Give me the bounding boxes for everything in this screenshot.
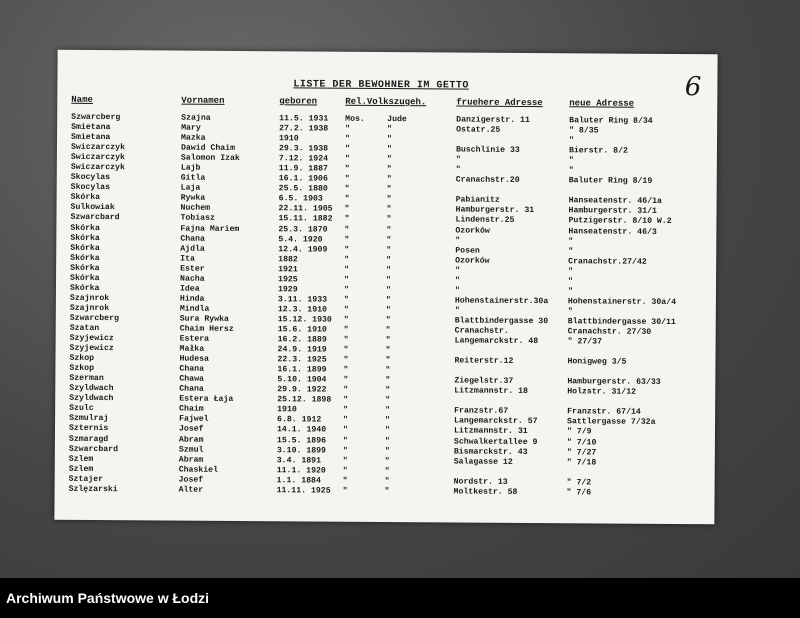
cell-geboren: 16.2. 1889 [277, 335, 327, 345]
cell-name: Smietana [71, 132, 111, 143]
cell-geboren: 11.9. 1887 [278, 164, 328, 174]
cell-geboren: 14.1. 1940 [276, 425, 327, 436]
cell-frueher: Bismarckstr. 43 [453, 447, 528, 457]
cell-rel: " [343, 315, 349, 325]
cell-frueher: Nordstr. 13 [453, 477, 508, 487]
cell-frueher: " [454, 286, 460, 296]
cell-neu: " [568, 136, 574, 146]
header-geboren: geboren [279, 96, 318, 107]
cell-rel: " [343, 295, 349, 305]
cell-rel: " [343, 416, 349, 426]
cell-folk: " [384, 436, 390, 446]
cell-rel: " [342, 476, 348, 486]
cell-folk: " [384, 456, 390, 466]
cell-name: Szkop [69, 353, 95, 364]
cell-rel: " [344, 144, 350, 154]
cell-vorname: Chawa [179, 374, 204, 384]
cell-geboren: 3.10. 1899 [276, 445, 327, 456]
cell-geboren: 11.1. 1920 [276, 465, 326, 476]
cell-neu: " [567, 287, 573, 297]
cell-rel: " [343, 355, 349, 365]
cell-rel: " [342, 456, 348, 466]
cell-frueher: Moltkestr. 58 [453, 487, 518, 497]
cell-folk: " [385, 366, 391, 376]
cell-folk: " [384, 486, 390, 496]
cell-rel: " [344, 245, 350, 255]
cell-frueher: Cranachstr. [454, 326, 509, 336]
cell-frueher: Hamburgerstr. 31 [455, 205, 535, 216]
header-name: Name [71, 94, 93, 105]
cell-rel: " [345, 124, 351, 134]
cell-folk: " [386, 275, 392, 285]
cell-neu: " [568, 266, 574, 277]
cell-name: Skórka [70, 273, 100, 283]
document-page [54, 50, 717, 525]
cell-neu: Cranachstr.27/42 [568, 256, 647, 267]
cell-frueher: Ostatr.25 [456, 125, 501, 135]
cell-folk: " [385, 396, 391, 406]
cell-vorname: Nacha [180, 274, 205, 284]
page-number: 6 [684, 72, 702, 103]
cell-rel: " [344, 164, 350, 174]
cell-geboren: 11.5. 1931 [279, 114, 329, 124]
cell-rel: " [342, 486, 348, 496]
cell-frueher: Litzmannstr. 31 [453, 426, 528, 437]
cell-neu: Blattbindergasse 30/11 [567, 317, 676, 327]
cell-geboren: 15.6. 1910 [277, 325, 327, 335]
cell-name: Skocylas [70, 173, 111, 183]
cell-frueher: Ziegelstr.37 [454, 376, 514, 387]
cell-neu: " [568, 246, 574, 256]
cell-frueher: " [454, 306, 460, 316]
cell-geboren: 5.10. 1904 [277, 375, 327, 385]
cell-name: Swiczarczyk [70, 152, 125, 163]
cell-name: Szulc [69, 404, 94, 414]
cell-neu: Honigweg 3/5 [567, 357, 627, 367]
header-rel: Rel.Volkszugeh. [345, 96, 427, 108]
cell-name: Swiczarczyk [70, 142, 126, 153]
cell-frueher: " [455, 266, 461, 276]
cell-name: Smietana [71, 122, 111, 133]
cell-frueher: Franzstr.67 [454, 406, 509, 417]
cell-geboren: 24.9. 1919 [277, 345, 327, 355]
cell-neu: Hanseatenstr. 46/3 [568, 226, 657, 237]
cell-geboren: 25.3. 1870 [278, 224, 328, 235]
cell-rel: " [344, 174, 350, 185]
cell-folk: " [386, 245, 392, 255]
cell-geboren: 1929 [277, 285, 298, 295]
cell-frueher: " [455, 236, 461, 246]
cell-vorname: Nuchem [180, 203, 211, 214]
cell-folk: " [385, 336, 391, 346]
cell-folk: " [386, 255, 392, 265]
cell-neu: " 7/6 [566, 488, 592, 498]
cell-vorname: Mary [181, 123, 201, 133]
cell-name: Skórka [70, 243, 100, 253]
cell-neu: " [568, 277, 573, 287]
cell-name: Szyjewicz [69, 343, 114, 354]
cell-vorname: Fajna Mariem [180, 224, 240, 234]
cell-frueher: Lindenstr.25 [455, 215, 515, 226]
cell-name: Szyjewicz [69, 333, 114, 344]
cell-vorname: Mindla [179, 304, 210, 314]
cell-name: Swiczarczyk [70, 163, 125, 173]
cell-neu: " [568, 236, 574, 246]
cell-rel: " [342, 466, 348, 476]
cell-geboren: 22.3. 1925 [277, 355, 327, 365]
cell-neu: " 7/2 [566, 477, 592, 488]
cell-vorname: Josef [178, 425, 204, 435]
cell-folk: " [386, 265, 392, 275]
cell-folk: " [387, 125, 393, 135]
cell-frueher: Buschlinie 33 [455, 145, 520, 156]
cell-folk: " [386, 165, 392, 175]
cell-frueher: Langemarckstr. 57 [454, 416, 538, 427]
cell-geboren: 29.9. 1922 [277, 385, 327, 395]
cell-folk: " [385, 356, 391, 366]
cell-name: Sulkowiak [70, 203, 115, 213]
cell-vorname: Mazka [181, 133, 206, 143]
cell-name: Skórka [70, 223, 100, 233]
cell-folk: " [386, 215, 392, 225]
cell-name: Szlęzarski [68, 484, 118, 494]
header-frueher: fruehere Adresse [456, 97, 543, 109]
cell-vorname: Tobiasz [180, 214, 215, 224]
cell-geboren: 15.12. 1930 [277, 315, 332, 325]
cell-vorname: Fajwel [179, 414, 209, 425]
cell-frueher: " [455, 276, 460, 286]
cell-frueher: Litzmannstr. 18 [454, 386, 529, 397]
cell-name: Szlem [68, 454, 94, 464]
cell-vorname: Salomon Izak [180, 153, 240, 164]
archive-label: Archiwum Państwowe w Łodzi [6, 590, 210, 606]
cell-vorname: Rywka [180, 193, 206, 204]
cell-neu: " [568, 166, 574, 176]
cell-frueher: Reiterstr.12 [454, 356, 514, 367]
cell-vorname: Ita [180, 254, 195, 264]
cell-geboren: 7.12. 1924 [278, 154, 329, 164]
cell-folk: " [386, 195, 392, 205]
footer-bar [0, 578, 800, 618]
cell-neu: Sattlergasse 7/32a [567, 417, 656, 428]
cell-vorname: Dawid Chaim [180, 143, 236, 154]
cell-rel: " [343, 285, 349, 295]
cell-neu: " [568, 156, 574, 166]
cell-folk: " [385, 285, 391, 295]
cell-geboren: 1921 [278, 264, 298, 275]
cell-geboren: 6.8. 1912 [277, 415, 322, 425]
cell-rel: " [343, 396, 349, 406]
cell-vorname: Abram [178, 455, 204, 465]
cell-frueher: Salagasse 12 [453, 457, 513, 467]
cell-folk: " [386, 145, 392, 155]
cell-vorname: Chana [180, 234, 205, 244]
cell-geboren: 6.5. 1903 [278, 194, 323, 204]
cell-frueher: Hohenstainerstr.30a [454, 296, 549, 306]
cell-neu: Bierstr. 8/2 [568, 146, 628, 156]
cell-geboren: 15.5. 1896 [276, 435, 327, 446]
cell-geboren: 1.1. 1884 [276, 475, 321, 486]
cell-rel: " [344, 265, 350, 275]
cell-rel: " [344, 255, 350, 265]
cell-geboren: 12.4. 1909 [278, 244, 328, 255]
cell-frueher: " [455, 165, 461, 175]
cell-geboren: 1910 [277, 405, 297, 415]
cell-folk: " [385, 416, 391, 426]
table-body [69, 113, 702, 499]
cell-vorname: Estera [179, 334, 210, 344]
cell-geboren: 1910 [279, 134, 299, 144]
cell-name: Skórka [70, 253, 100, 263]
cell-rel: " [344, 215, 350, 225]
cell-rel: " [344, 205, 350, 215]
cell-neu: " 7/27 [566, 447, 597, 458]
cell-name: Szwarcbard [68, 444, 119, 454]
cell-folk: " [386, 155, 392, 165]
cell-vorname: Chana [179, 384, 204, 394]
cell-folk: " [385, 406, 391, 416]
cell-folk: " [385, 305, 391, 315]
cell-neu: " [567, 307, 573, 317]
cell-rel: " [342, 436, 348, 446]
cell-folk: " [384, 476, 390, 486]
cell-vorname: Lajb [180, 163, 201, 173]
header-neu: neue Adresse [569, 98, 635, 109]
cell-name: Szlem [68, 464, 94, 474]
document-title: LISTE DER BEWOHNER IM GETTO [293, 79, 469, 92]
cell-folk: " [385, 386, 391, 396]
cell-name: Skórka [70, 193, 101, 203]
cell-name: Skórka [70, 233, 100, 243]
cell-frueher: Cranachstr.20 [455, 175, 520, 186]
cell-folk: " [384, 426, 390, 436]
cell-rel: " [343, 375, 349, 385]
cell-geboren: 15.11. 1882 [278, 214, 333, 225]
cell-vorname: Gitla [180, 173, 206, 184]
cell-frueher: Schwalkertallee 9 [453, 436, 538, 447]
cell-name: Skórka [70, 263, 100, 273]
cell-name: Szyldwach [69, 384, 114, 394]
cell-folk: " [385, 376, 391, 386]
cell-rel: " [344, 185, 350, 195]
cell-name: Szkop [69, 363, 95, 374]
cell-folk: " [386, 205, 392, 215]
cell-geboren: 22.11. 1905 [278, 204, 333, 215]
cell-name: Szwarcbard [70, 213, 120, 223]
cell-rel: " [343, 345, 349, 355]
cell-frueher: Ozorków [455, 256, 490, 266]
cell-geboren: 25.12. 1898 [277, 395, 332, 405]
cell-name: Szerman [69, 374, 104, 384]
cell-name: Szmulraj [69, 414, 109, 424]
cell-folk: " [386, 235, 392, 245]
cell-frueher: Posen [455, 246, 480, 256]
cell-frueher: Blattbindergasse 30 [454, 316, 549, 327]
cell-rel: Mos. [345, 114, 365, 124]
cell-neu: " 7/18 [566, 457, 597, 468]
cell-folk: " [386, 185, 392, 195]
cell-vorname: Hinda [179, 294, 205, 304]
cell-rel: " [344, 235, 350, 245]
cell-rel: " [342, 426, 348, 436]
cell-rel: " [344, 225, 350, 235]
cell-rel: " [343, 335, 349, 345]
table-header [71, 95, 701, 111]
cell-folk: Jude [387, 115, 407, 125]
cell-folk: " [386, 135, 392, 145]
cell-neu: Hamburgerstr. 63/33 [567, 377, 661, 388]
cell-neu: Baluter Ring 8/34 [569, 116, 653, 126]
cell-name: Szwarcberg [69, 313, 119, 324]
cell-vorname: Chaim Hersz [179, 324, 234, 334]
cell-rel: " [343, 365, 349, 375]
cell-folk: " [384, 446, 390, 456]
cell-vorname: Estera Łaja [179, 394, 234, 405]
cell-folk: " [386, 175, 392, 185]
cell-neu: Cranachstr. 27/30 [567, 327, 652, 337]
cell-folk: " [385, 295, 391, 305]
cell-vorname: Szajna [181, 113, 211, 123]
cell-neu: Hamburgerstr. 31/1 [568, 206, 658, 217]
cell-frueher: Ozorków [455, 225, 490, 236]
cell-neu: Putzigerstr. 8/10 W.2 [568, 216, 672, 227]
cell-geboren: 11.11. 1925 [276, 485, 331, 496]
cell-neu: Holzstr. 31/12 [567, 387, 637, 398]
header-vorname: Vornamen [181, 95, 225, 106]
cell-vorname: Idea [179, 284, 200, 294]
cell-frueher: " [455, 155, 461, 165]
cell-vorname: Szmul [178, 445, 204, 455]
cell-vorname: Abram [178, 435, 204, 445]
cell-rel: " [343, 385, 349, 396]
cell-neu: " 7/9 [566, 427, 592, 437]
cell-geboren: 25.5. 1880 [278, 184, 328, 194]
cell-name: Skocylas [70, 183, 111, 193]
cell-neu: Hanseatenstr. 46/1a [568, 196, 662, 207]
cell-neu: Hohenstainerstr. 30a/4 [567, 297, 677, 307]
cell-name: Szwarcberg [71, 112, 121, 123]
cell-vorname: Chaskiel [178, 465, 219, 475]
cell-vorname: Chaim [179, 404, 204, 415]
cell-folk: " [384, 466, 390, 476]
cell-geboren: 29.3. 1938 [278, 144, 329, 154]
cell-rel: " [343, 406, 349, 416]
cell-name: Szyldwach [69, 394, 114, 404]
cell-geboren: 12.3. 1910 [277, 305, 328, 315]
cell-vorname: Chana [179, 364, 205, 374]
cell-geboren: 16.1. 1906 [278, 174, 328, 184]
cell-neu: Franzstr. 67/14 [567, 407, 641, 418]
cell-geboren: 3.11. 1933 [277, 295, 328, 305]
cell-geboren: 16.1. 1899 [277, 365, 327, 375]
cell-frueher: Danzigerstr. 11 [456, 115, 530, 126]
cell-vorname: Ajdla [180, 244, 205, 254]
cell-vorname: Hudesa [179, 354, 210, 364]
cell-frueher: Pabianitz [455, 195, 500, 206]
cell-vorname: Josef [178, 475, 204, 485]
cell-vorname: Alter [178, 485, 204, 495]
cell-name: Sztajer [68, 474, 104, 484]
cell-vorname: Małka [179, 344, 205, 354]
cell-geboren: 1882 [278, 254, 298, 265]
cell-neu: " 8/35 [569, 126, 599, 136]
cell-rel: " [343, 325, 349, 335]
cell-name: Szmaragd [68, 434, 109, 444]
cell-vorname: Sura Rywka [179, 314, 229, 324]
cell-neu: Baluter Ring 8/19 [568, 176, 653, 187]
cell-vorname: Ester [180, 264, 205, 274]
cell-vorname: Laja [180, 183, 201, 194]
cell-folk: " [386, 225, 392, 235]
cell-geboren: 1925 [278, 274, 298, 285]
cell-rel: " [344, 275, 350, 285]
cell-rel: " [344, 195, 350, 205]
cell-folk: " [385, 346, 391, 356]
cell-name: Szatan [69, 323, 100, 333]
cell-name: Szajnrok [69, 293, 110, 303]
cell-neu: " 27/37 [567, 337, 603, 347]
cell-name: Skórka [69, 283, 100, 293]
cell-neu: " 7/10 [566, 437, 597, 447]
cell-geboren: 3.4. 1891 [276, 455, 322, 466]
cell-folk: " [385, 315, 391, 325]
cell-frueher: Langemarckstr. 48 [454, 336, 539, 347]
cell-rel: " [342, 446, 348, 456]
cell-rel: " [344, 154, 350, 164]
cell-rel: " [344, 134, 350, 144]
cell-geboren: 27.2. 1938 [279, 124, 329, 134]
cell-name: Szajnrok [69, 303, 110, 313]
cell-geboren: 5.4. 1920 [278, 234, 323, 245]
cell-name: Szternis [68, 424, 109, 434]
cell-rel: " [343, 305, 349, 315]
cell-folk: " [385, 325, 391, 336]
